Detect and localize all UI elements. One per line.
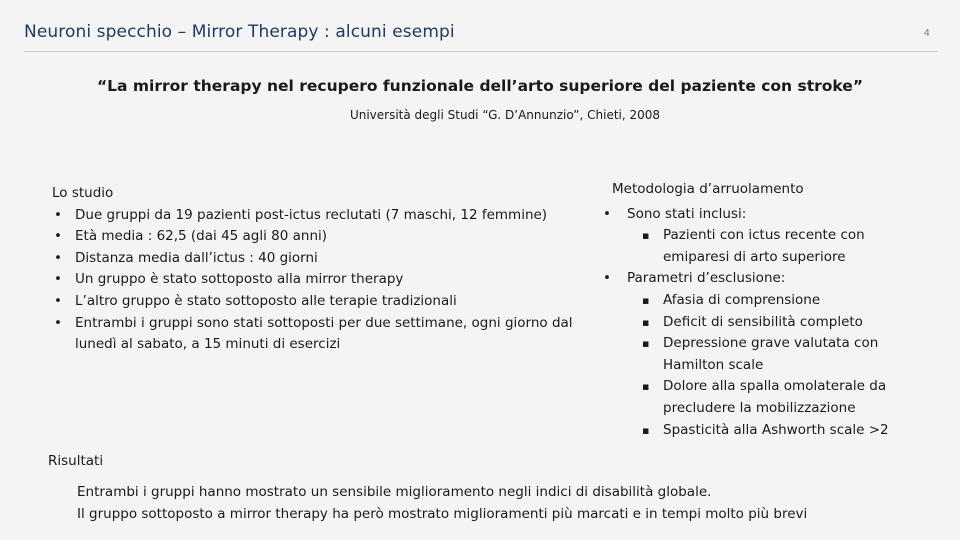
bullet-icon: • [603, 205, 611, 222]
study-item [52, 313, 597, 356]
method-item-label: Sono stati inclusi: [627, 205, 747, 222]
square-bullet-icon: ▪ [642, 315, 650, 329]
bullet-icon: • [54, 228, 62, 245]
study-item [52, 248, 597, 270]
study-list [52, 205, 597, 356]
method-subitem [600, 290, 910, 312]
method-heading: Metodologia d’arruolamento [612, 181, 804, 197]
results-line: Entrambi i gruppi hanno mostrato un sensibile miglioramento negli indici di disabilità globale. [77, 484, 712, 500]
method-item-exclusion [600, 268, 910, 290]
study-heading: Lo studio [52, 185, 114, 201]
method-item-label: Parametri d’esclusione: [627, 270, 786, 287]
study-item [52, 269, 597, 291]
study-section [52, 183, 597, 356]
results-line: Il gruppo sottoposto a mirror therapy ha però mostrato miglioramenti più marcati e in tempi molto più brevi [77, 506, 808, 522]
bullet-icon: • [54, 314, 62, 331]
square-bullet-icon: ▪ [642, 423, 650, 437]
study-item [52, 291, 597, 313]
method-subitem-text: Spasticità alla Ashworth scale >2 [663, 421, 889, 438]
method-subitem-text: Dolore alla spalla omolaterale da precludere la mobilizzazione [663, 378, 887, 416]
bullet-icon: • [54, 271, 62, 288]
bullet-icon: • [603, 270, 611, 287]
method-item-inclusion [600, 204, 910, 226]
study-item-text: L’altro gruppo è stato sottoposto alle terapie tradizionali [75, 292, 457, 309]
bullet-icon: • [54, 206, 62, 223]
study-item-text: Età media : 62,5 (dai 45 agli 80 anni) [75, 228, 328, 245]
square-bullet-icon: ▪ [642, 337, 650, 351]
method-subitem [600, 312, 910, 334]
method-subitem [600, 333, 910, 376]
method-subitem [600, 225, 910, 268]
header-title: Neuroni specchio – Mirror Therapy : alcuni esempi [24, 22, 455, 42]
study-item-text: Due gruppi da 19 pazienti post-ictus reclutati (7 maschi, 12 femmine) [75, 206, 548, 223]
study-item [52, 226, 597, 248]
results-heading: Risultati [48, 453, 104, 469]
bullet-icon: • [54, 249, 62, 266]
method-subitem-text: Depressione grave valutata con Hamilton scale [663, 335, 879, 373]
square-bullet-icon: ▪ [642, 229, 650, 243]
study-item-text: Distanza media dall’ictus : 40 giorni [75, 249, 318, 266]
method-section [600, 179, 910, 441]
study-item-text: Entrambi i gruppi sono stati sottoposti per due settimane, ogni giorno dal lunedì al sabato, a 15 minuti di esercizi [75, 314, 573, 353]
source-subtitle: Università degli Studi “G. D’Annunzio”, Chieti, 2008 [349, 108, 661, 122]
method-subitem [600, 376, 910, 419]
square-bullet-icon: ▪ [642, 380, 650, 394]
page-number: 4 [923, 28, 930, 39]
square-bullet-icon: ▪ [642, 293, 650, 307]
header-divider [24, 51, 937, 52]
study-item [52, 205, 597, 227]
method-subitem-text: Pazienti con ictus recente con emiparesi di arto superiore [663, 227, 865, 265]
bullet-icon: • [54, 292, 62, 309]
slide-title: “La mirror therapy nel recupero funzionale dell’arto superiore del paziente con stroke” [96, 77, 864, 95]
method-subitem-text: Deficit di sensibilità completo [663, 313, 863, 330]
study-item-text: Un gruppo è stato sottoposto alla mirror therapy [75, 271, 404, 288]
results-body [77, 481, 807, 525]
method-subitem [600, 420, 910, 442]
method-subitem-text: Afasia di comprensione [663, 291, 821, 308]
